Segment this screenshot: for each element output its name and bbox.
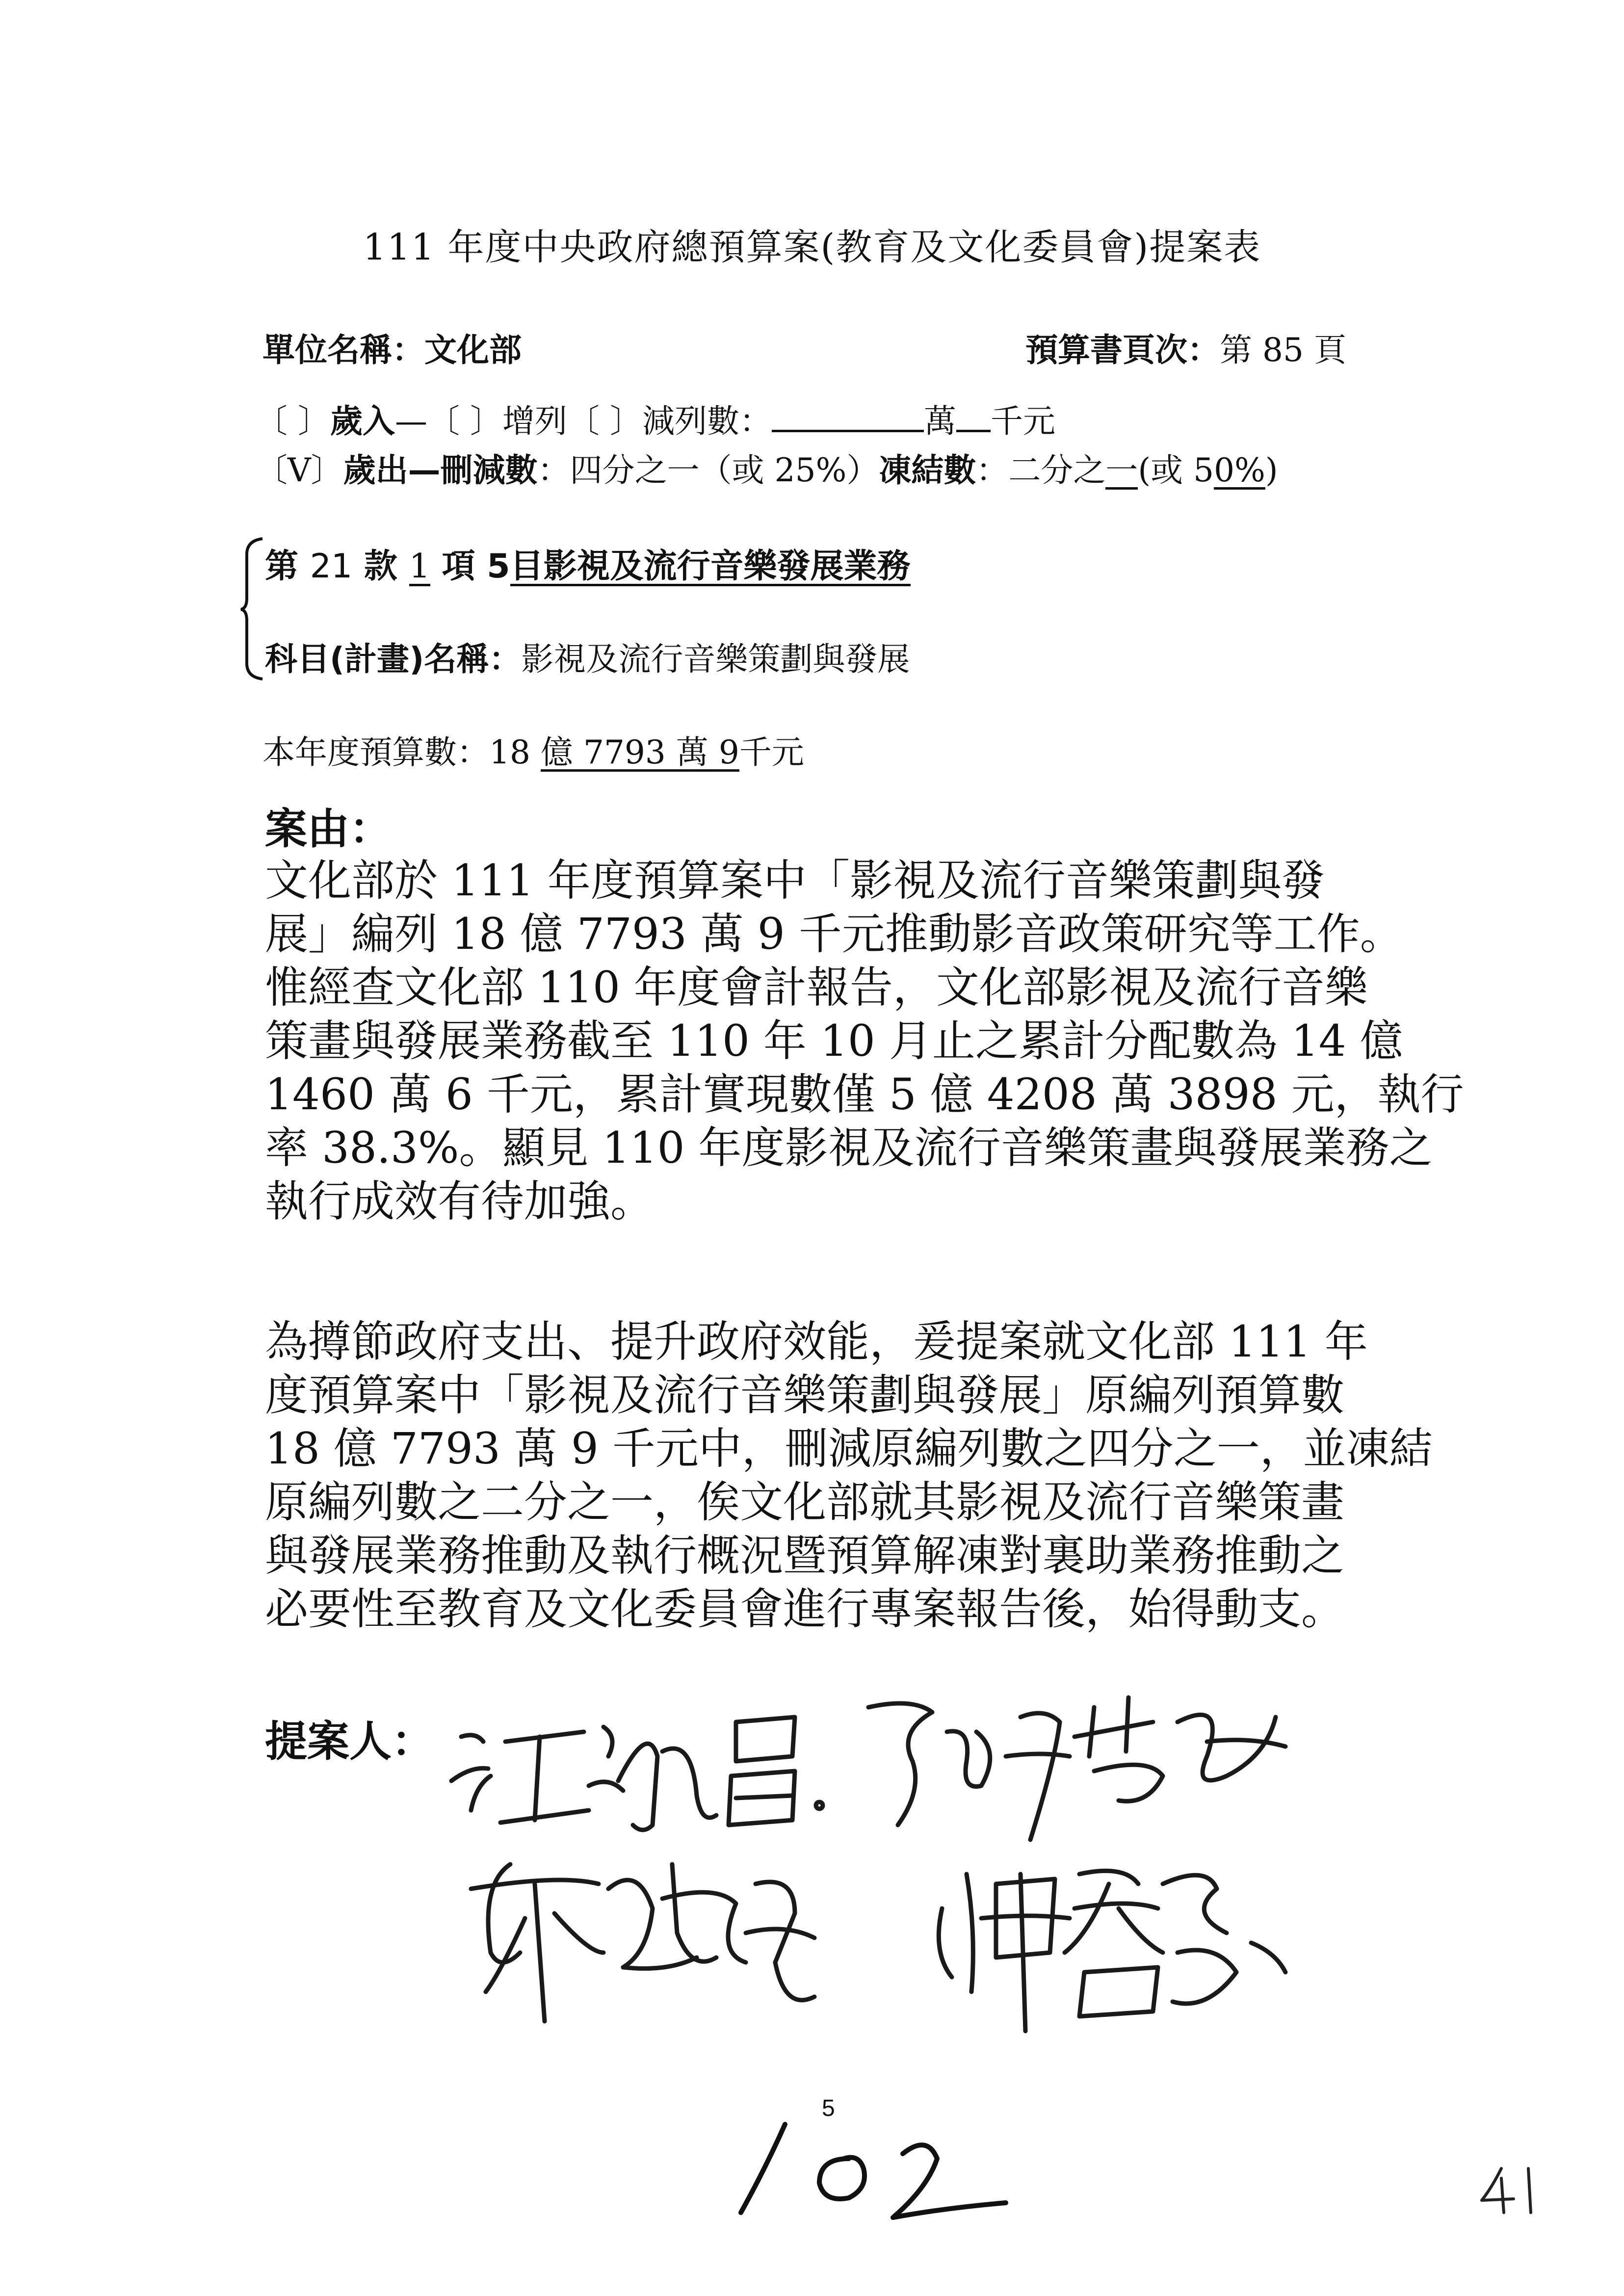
paragraph-1-line: 1460 萬 6 千元，累計實現數僅 5 億 4208 萬 3898 元，執行 <box>265 1069 1464 1120</box>
unit-value: 文化部 <box>424 331 522 369</box>
revenue-label: 歲入 <box>330 402 395 440</box>
revenue-add-label: 增列 <box>502 402 567 440</box>
item-kuan: 款 <box>352 547 409 586</box>
revenue-reduce-label: 減列數： <box>642 402 772 440</box>
paragraph-1-line: 執行成效有待加強。 <box>265 1176 654 1226</box>
item-mu-number: 5 <box>487 547 510 586</box>
paragraph-2-line: 必要性至教育及文化委員會進行專案報告後，始得動支。 <box>265 1584 1345 1634</box>
expenditure-cut: 四分之一（或 25%） <box>570 451 879 489</box>
signature-2 <box>868 1697 1285 1840</box>
subject-value: 影視及流行音樂策劃與發展 <box>521 640 910 678</box>
reason-heading: 案由： <box>265 805 392 854</box>
subject-label: 科目(計畫)名稱： <box>265 640 522 678</box>
signature-1 <box>451 1717 823 1830</box>
signatures <box>442 1678 1398 2056</box>
signature-4 <box>939 1871 1285 2031</box>
freeze-end: ) <box>1265 451 1278 489</box>
freeze-prefix: ：二分之 <box>976 451 1106 489</box>
revenue-line <box>255 395 1055 442</box>
freeze-underlined-2: 0% <box>1214 451 1265 489</box>
unit-row <box>262 324 522 370</box>
annual-budget-underlined: 億 7793 萬 9 <box>540 733 739 771</box>
expenditure-line <box>255 444 1278 491</box>
item-mu-title: 目影視及流行音樂發展業務 <box>510 547 911 586</box>
handwritten-page-number <box>711 2105 1016 2227</box>
freeze-label: 凍結數 <box>879 451 976 489</box>
expenditure-checkbox: 〔V〕 <box>255 451 343 489</box>
revenue-qian-blank <box>956 400 991 432</box>
paragraph-2-line: 與發展業務推動及執行概況暨預算解凍對裏助業務推動之 <box>265 1530 1345 1581</box>
unit-label: 單位名稱： <box>262 331 424 369</box>
annual-budget-label: 本年度預算數：18 <box>262 733 541 771</box>
annual-budget-end: 千元 <box>739 733 804 771</box>
freeze-mid: (或 5 <box>1138 451 1214 489</box>
paragraph-2-line: 度預算案中「影視及流行音樂策劃與發展」原編列預算數 <box>265 1370 1345 1420</box>
paragraph-2-line: 為撙節政府支出、提升政府效能，爰提案就文化部 111 年 <box>265 1316 1368 1367</box>
paragraph-2-line: 18 億 7793 萬 9 千元中，刪減原編列數之四分之一，並凍結 <box>265 1423 1433 1474</box>
signature-3 <box>471 1864 814 2021</box>
paragraph-1-line: 惟經查文化部 110 年度會計報告，文化部影視及流行音樂 <box>265 962 1368 1013</box>
budget-page-value: 第 85 頁 <box>1220 331 1346 369</box>
revenue-add-checkbox: 〔 〕 <box>427 402 502 440</box>
handwritten-corner-number <box>1477 2164 1545 2218</box>
item-kuan-number: 21 <box>310 547 353 586</box>
subject-line <box>265 633 910 679</box>
freeze-underlined: 一 <box>1105 451 1138 489</box>
brace-icon <box>238 535 267 682</box>
revenue-reduce-checkbox: 〔 〕 <box>567 402 642 440</box>
revenue-dash: — <box>394 402 427 440</box>
expenditure-label: 歲出—刪減數 <box>343 451 538 489</box>
annual-budget-line <box>262 726 804 773</box>
page-number: 5 <box>822 2095 835 2121</box>
page-title: 111 年度中央政府總預算案(教育及文化委員會)提案表 <box>363 226 1261 268</box>
budget-page-row <box>1025 324 1346 370</box>
paragraph-1-line: 展」編列 18 億 7793 萬 9 千元推動影音政策研究等工作。 <box>265 909 1403 959</box>
paragraph-2-line: 原編列數之二分之一，俟文化部就其影視及流行音樂策畫 <box>265 1477 1345 1527</box>
paragraph-2 <box>265 1315 1433 1636</box>
budget-page-label: 預算書頁次： <box>1025 331 1220 369</box>
paragraph-1 <box>265 854 1464 1228</box>
item-xiang: 項 <box>430 547 487 586</box>
paragraph-1-line: 策畫與發展業務截至 110 年 10 月止之累計分配數為 14 億 <box>265 1016 1403 1066</box>
expenditure-colon: ： <box>537 451 570 489</box>
revenue-wan: 萬 <box>923 402 956 440</box>
revenue-amount-blank <box>772 400 924 432</box>
item-line <box>265 540 911 587</box>
revenue-qianyuan: 千元 <box>990 402 1055 440</box>
paragraph-1-line: 率 38.3%。顯見 110 年度影視及流行音樂策畫與發展業務之 <box>265 1122 1433 1173</box>
paragraph-1-line: 文化部於 111 年度預算案中「影視及流行音樂策劃與發 <box>265 855 1325 906</box>
proposer-label: 提案人： <box>265 1717 434 1766</box>
revenue-checkbox: 〔 〕 <box>255 402 330 440</box>
item-prefix: 第 <box>265 547 310 586</box>
item-xiang-number: 1 <box>409 547 430 586</box>
